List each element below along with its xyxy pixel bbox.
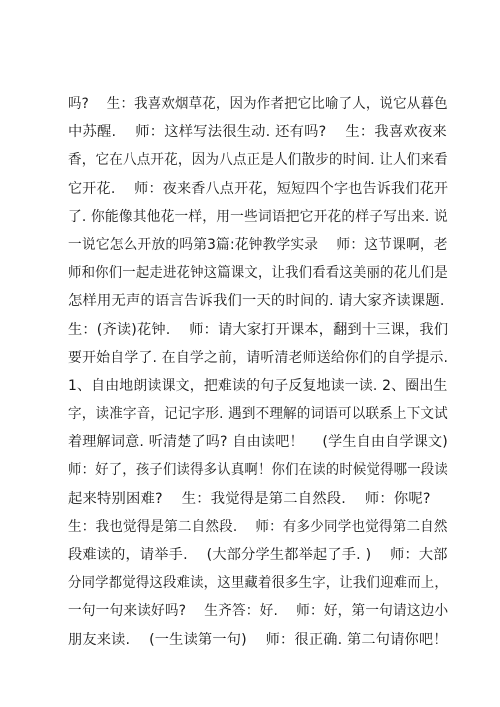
text-line: 段难读的，请举手. (大部分学生都举起了手. ) 师：大部 [68,547,448,563]
text-line: 朋友来读. (一生读第一句) 师：很正确. 第二句请你吧！ [68,631,448,648]
text-line: 香，它在八点开花，因为八点正是人们散步的时间. 让人们来看 [68,152,448,169]
text-line: 师：好了，孩子们读得多认真啊！你们在读的时候觉得哪一段读 [68,462,448,479]
text-line: 一说它怎么开放的吗第3篇:花钟教学实录 师：这节课啊，老 [68,236,448,253]
text-line: 它开花. 师：夜来香八点开花，短短四个字也告诉我们花开 [68,180,449,197]
text-line: 一句一句来读好吗? 生齐答：好. 师：好，第一句请这边小 [68,603,449,620]
text-line: 中苏醒. 师：这样写法很生动. 还有吗? 生：我喜欢夜来 [68,124,447,141]
text-line: 生：(齐读)花钟. 师：请大家打开课本，翻到十三课，我们 [68,321,449,338]
text-line: 怎样用无声的语言告诉我们一天的时间的. 请大家齐读课题. [68,293,445,310]
text-line: 了. 你能像其他花一样，用一些词语把它开花的样子写出来. 说 [68,208,448,225]
text-line: 分同学都觉得这段难读，这里藏着很多生字，让我们迎难而上， [68,575,448,592]
text-line: 起来特别困难? 生：我觉得是第二自然段. 师：你呢? [68,490,431,507]
text-line: 字，读准字音，记记字形. 遇到不理解的词语可以联系上下文试 [68,406,448,423]
document-body [68,90,448,654]
text-line: 要开始自学了. 在自学之前，请听清老师送给你们的自学提示. [68,349,449,366]
text-line: 生：我也觉得是第二自然段. 师：有多少同学也觉得第二自然 [68,518,448,535]
text-line: 吗? 生：我喜欢烟草花，因为作者把它比喻了人，说它从暮色 [68,96,448,112]
text-line: 师和你们一起走进花钟这篇课文，让我们看看这美丽的花儿们是 [68,265,448,282]
text-line: 着理解词意. 听清楚了吗? 自由读吧！ (学生自由自学课文) [68,434,448,451]
text-line: 1、自由地朗读课文，把难读的句子反复地读一读. 2、圈出生 [68,377,448,394]
